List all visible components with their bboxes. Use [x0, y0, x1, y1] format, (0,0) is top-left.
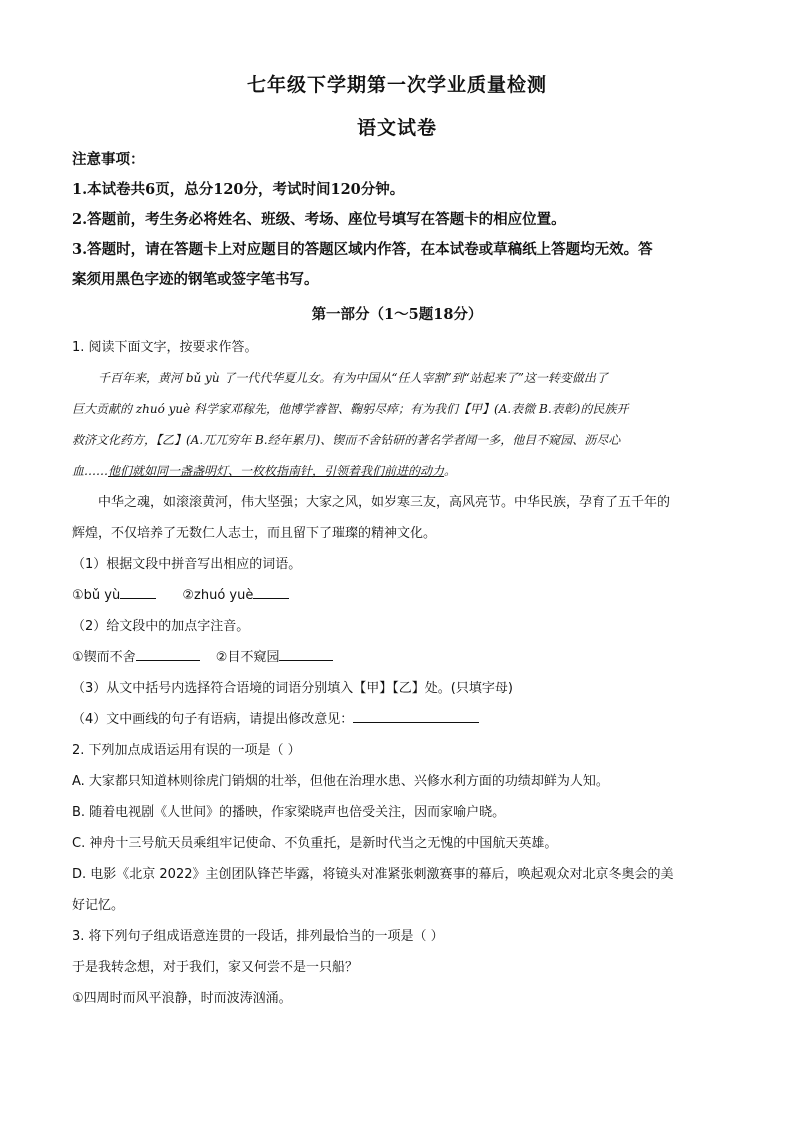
- sub-question-2-answers: [72, 642, 732, 673]
- paragraph-line: 中华之魂，如滚滚黄河，伟大坚强；大家之风，如岁寒三友，高风亮节。中华民族，孕育了五千年的: [98, 495, 671, 510]
- question-2-option-d-cont: 好记忆。: [72, 898, 125, 913]
- exam-subtitle: 语文试卷: [356, 117, 437, 139]
- notes-heading: 注意事项：: [72, 151, 145, 168]
- phrase-1: ①锲而不舍: [72, 650, 136, 665]
- sub-question-1: （1）根据文段中拼音写出相应的词语。: [72, 557, 302, 572]
- passage-line: 救济文化药方，【乙】(A.兀兀穷年 B.经年累月)、锲而不舍钻研的著名学者闻一多，他目不窥园、沥尽心: [72, 433, 621, 447]
- handwritten-passage: [72, 363, 732, 487]
- question-2-stem: 2. 下列加点成语运用有误的一项是（ ）: [72, 743, 301, 758]
- answer-blank[interactable]: [253, 584, 289, 599]
- note-item: 案须用黑色字迹的钢笔或签字笔书写。: [72, 271, 319, 288]
- question-3-stem: 3. 将下列句子组成语意连贯的一段话，排列最恰当的一项是（ ）: [72, 929, 444, 944]
- part-title: 第一部分（1～5题18分）: [311, 306, 483, 323]
- passage-line: 巨大贡献的 zhuó yuè 科学家邓稼先，他博学睿智、鞠躬尽瘁；有为我们【甲】(A.表微 B.表彰)的民族开: [72, 402, 629, 416]
- question-2-option-b: B. 随着电视剧《人世间》的播映，作家梁晓声也倍受关注，因而家喻户晓。: [72, 805, 506, 820]
- question-2-option-a: A. 大家都只知道林则徐虎门销烟的壮举，但他在治理水患、兴修水利方面的功绩却鲜为人知。: [72, 774, 609, 789]
- question-2-option-c: C. 神舟十三号航天员乘组牢记使命、不负重托，是新时代当之无愧的中国航天英雄。: [72, 836, 558, 851]
- paragraph-line: 辉煌，不仅培养了无数仁人志士，而且留下了璀璨的精神文化。: [72, 526, 437, 541]
- note-item: 2.答题前，考生务必将姓名、班级、考场、座位号填写在答题卡的相应位置。: [72, 211, 566, 228]
- answer-blank[interactable]: [279, 646, 333, 661]
- question-1-stem-block: [72, 332, 732, 363]
- answer-blank[interactable]: [120, 584, 156, 599]
- notes-section: [72, 145, 732, 295]
- note-item: 1.本试卷共6页，总分120分，考试时间120分钟。: [72, 181, 405, 198]
- pinyin-1: ①bǔ yù: [72, 588, 121, 603]
- passage-text: 。: [444, 464, 457, 478]
- pinyin-2: ②zhuó yuè: [182, 588, 254, 603]
- passage-line: [72, 456, 732, 487]
- sub-question-3: （3）从文中括号内选择符合语境的词语分别填入【甲】【乙】处。(只填字母): [72, 681, 513, 696]
- sub-question-4-line: [72, 704, 732, 735]
- question-3-lead: 于是我转念想，对于我们，家又何尝不是一只船？: [72, 960, 359, 975]
- phrase-2: ②目不窥园: [215, 650, 280, 665]
- sub-question-4: （4）文中画线的句子有语病，请提出修改意见：: [72, 712, 354, 727]
- question-3-item-1: ①四周时而风平浪静，时而波涛汹涌。: [72, 991, 292, 1006]
- question-1-body: [72, 487, 732, 1014]
- answer-blank[interactable]: [136, 646, 200, 661]
- note-item: 3.答题时，请在答题卡上对应题目的答题区域内作答，在本试卷或草稿纸上答题均无效。答: [72, 241, 653, 258]
- passage-text: 血……: [72, 464, 109, 478]
- exam-title: 七年级下学期第一次学业质量检测: [246, 74, 547, 96]
- sub-question-2: （2）给文段中的加点字注音。: [72, 619, 250, 634]
- sub-question-1-answers: [72, 580, 732, 611]
- question-1-stem: 1. 阅读下面文字，按要求作答。: [72, 340, 258, 355]
- underlined-sentence: 他们就如同一盏盏明灯、一枚枚指南针，引领着我们前进的动力: [108, 464, 445, 478]
- answer-blank[interactable]: [353, 708, 479, 723]
- question-2-option-d: D. 电影《北京 2022》主创团队锋芒毕露，将镜头对准紧张刺激赛事的幕后，唤起观众对北京冬奥会的美: [72, 867, 674, 882]
- passage-line: 千百年来，黄河 bǔ yù 了一代代华夏儿女。有为中国从“任人宰割”到“站起来了”这一转变做出了: [98, 371, 608, 385]
